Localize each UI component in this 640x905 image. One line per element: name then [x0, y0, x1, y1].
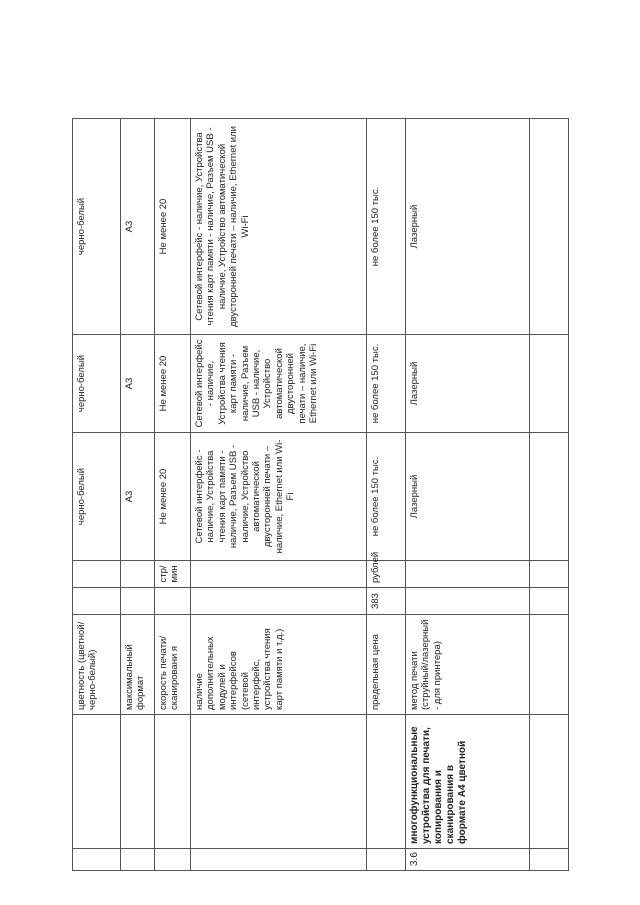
cell-v3: Не менее 20 — [155, 119, 191, 335]
cell-unit-code — [121, 588, 155, 615]
cell-unit — [121, 561, 155, 588]
table-row — [155, 119, 191, 871]
table-row — [73, 119, 121, 871]
cell-unit-code — [191, 588, 367, 615]
cell-name — [73, 715, 121, 849]
cell-v3 — [530, 119, 569, 335]
cell-characteristic: скорость печати/сканировани я — [155, 615, 191, 715]
rotated-table-wrapper — [72, 119, 568, 871]
table-body — [73, 119, 569, 871]
cell-unit: стр/мин — [155, 561, 191, 588]
cell-unit-code — [530, 588, 569, 615]
cell-characteristic: наличие дополнительных модулей и интерфейсов (сетевой интерфейс, устройства чтения карт памяти и т.д.) — [191, 615, 367, 715]
cell-num — [121, 849, 155, 871]
cell-characteristic: цветность (цветной/черно-белый) — [73, 615, 121, 715]
cell-v2: А3 — [121, 335, 155, 433]
cell-num — [191, 849, 367, 871]
cell-v2 — [530, 335, 569, 433]
cell-unit: рублей — [367, 561, 406, 588]
cell-unit-code — [406, 588, 530, 615]
cell-v1: Сетевой интерфейс - наличие, Устройства чтения карт памяти - наличие, Разъем USB - наличие, Устройство автоматической двусторонней печати – наличие, Ethernet или Wi-Fi — [191, 433, 367, 561]
cell-v2: Лазерный — [406, 335, 530, 433]
cell-characteristic: максимальный формат — [121, 615, 155, 715]
cell-v2: Не менее 20 — [155, 335, 191, 433]
table-row — [406, 119, 530, 871]
cell-v2: черно-белый — [73, 335, 121, 433]
cell-name — [121, 715, 155, 849]
cell-v3: Сетевой интерфейс - наличие, Устройства чтения карт памяти - наличие, Разъем USB - наличие, Устройство автоматической двусторонней печати – наличие, Ethernet или Wi-Fi — [191, 119, 367, 335]
table-row — [191, 119, 367, 871]
cell-unit — [406, 561, 530, 588]
cell-v2: не более 150 тыс. — [367, 335, 406, 433]
cell-v1: А3 — [121, 433, 155, 561]
cell-num: 3.6 — [406, 849, 530, 871]
cell-unit — [73, 561, 121, 588]
cell-name — [155, 715, 191, 849]
cell-num — [530, 849, 569, 871]
table-row — [121, 119, 155, 871]
cell-v3: не более 150 тыс. — [367, 119, 406, 335]
cell-num — [367, 849, 406, 871]
cell-name — [367, 715, 406, 849]
cell-characteristic: предельная цена — [367, 615, 406, 715]
cell-name: многофункциональные устройства для печати, копирования и сканирования в формате А4 цветной — [406, 715, 530, 849]
cell-num — [155, 849, 191, 871]
table-row — [530, 119, 569, 871]
cell-unit-code — [155, 588, 191, 615]
cell-characteristic: метод печати (струйный/лазерный - для принтера) — [406, 615, 530, 715]
cell-name — [191, 715, 367, 849]
cell-v1 — [530, 433, 569, 561]
cell-v2: Сетевой интерфейс - наличие, Устройства чтения карт памяти - наличие, Разъем USB - наличие, Устройство автоматической двусторонней печати – наличие, Ethernet или Wi-Fi — [191, 335, 367, 433]
specs-table — [72, 118, 569, 871]
cell-unit-code — [73, 588, 121, 615]
cell-num — [73, 849, 121, 871]
cell-v3: Лазерный — [406, 119, 530, 335]
cell-v3: А3 — [121, 119, 155, 335]
cell-characteristic — [530, 615, 569, 715]
cell-v1: Не менее 20 — [155, 433, 191, 561]
cell-v1: черно-белый — [73, 433, 121, 561]
table-row — [367, 119, 406, 871]
cell-v1: Лазерный — [406, 433, 530, 561]
cell-unit — [530, 561, 569, 588]
cell-unit — [191, 561, 367, 588]
cell-name — [530, 715, 569, 849]
cell-v1: не более 150 тыс. — [367, 433, 406, 561]
cell-unit-code: 383 — [367, 588, 406, 615]
cell-v3: черно-белый — [73, 119, 121, 335]
